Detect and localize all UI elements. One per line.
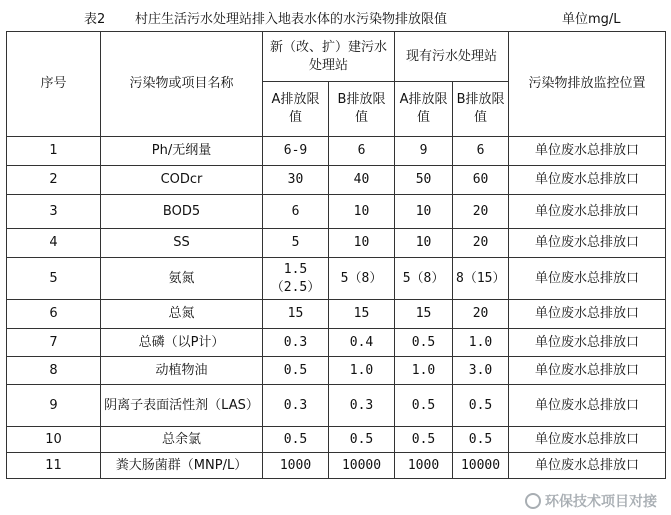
row-old-b-value: 20 xyxy=(453,229,509,258)
table-row xyxy=(7,453,666,479)
row-seq: 7 xyxy=(7,329,101,357)
row-new-a-value: 6-9 xyxy=(263,137,329,166)
row-new-b-value: 5（8） xyxy=(329,258,395,300)
row-seq: 3 xyxy=(7,195,101,229)
table-row xyxy=(7,137,666,166)
row-old-a-value: 1000 xyxy=(395,453,453,479)
row-pollutant-name: SS xyxy=(101,229,263,258)
row-old-b-value: 0.5 xyxy=(453,427,509,453)
row-seq: 2 xyxy=(7,166,101,195)
row-old-a-value: 50 xyxy=(395,166,453,195)
header-pollutant: 污染物或项目名称 xyxy=(101,32,263,137)
row-seq: 1 xyxy=(7,137,101,166)
row-monitor-location: 单位废水总排放口 xyxy=(509,453,666,479)
row-seq: 10 xyxy=(7,427,101,453)
unit-label: 单位mg/L xyxy=(562,12,621,27)
row-seq: 9 xyxy=(7,385,101,427)
row-new-a-value: 30 xyxy=(263,166,329,195)
row-old-b-value: 60 xyxy=(453,166,509,195)
header-seq: 序号 xyxy=(7,32,101,137)
row-seq: 6 xyxy=(7,300,101,329)
row-new-a-value: 15 xyxy=(263,300,329,329)
table-number: 表2 xyxy=(84,12,106,27)
row-seq: 11 xyxy=(7,453,101,479)
row-monitor-location: 单位废水总排放口 xyxy=(509,427,666,453)
row-new-b-value: 10 xyxy=(329,229,395,258)
row-old-b-value: 10000 xyxy=(453,453,509,479)
row-monitor-location: 单位废水总排放口 xyxy=(509,258,666,300)
row-monitor-location: 单位废水总排放口 xyxy=(509,329,666,357)
header-new-a-limit: A排放限值 xyxy=(263,82,329,137)
row-new-b-value: 6 xyxy=(329,137,395,166)
row-old-b-value: 3.0 xyxy=(453,357,509,385)
header-existing-station: 现有污水处理站 xyxy=(395,32,509,82)
row-pollutant-name: 总氮 xyxy=(101,300,263,329)
row-seq: 8 xyxy=(7,357,101,385)
row-seq: 5 xyxy=(7,258,101,300)
table-row xyxy=(7,357,666,385)
row-old-a-value: 0.5 xyxy=(395,427,453,453)
row-pollutant-name: 动植物油 xyxy=(101,357,263,385)
table-caption xyxy=(0,6,671,28)
table-row xyxy=(7,258,666,300)
row-new-b-value: 1.0 xyxy=(329,357,395,385)
row-new-a-value: 5 xyxy=(263,229,329,258)
row-monitor-location: 单位废水总排放口 xyxy=(509,137,666,166)
row-new-b-value: 40 xyxy=(329,166,395,195)
row-monitor-location: 单位废水总排放口 xyxy=(509,357,666,385)
row-old-a-value: 9 xyxy=(395,137,453,166)
row-monitor-location: 单位废水总排放口 xyxy=(509,166,666,195)
table-title: 村庄生活污水处理站排入地表水体的水污染物排放限值 xyxy=(135,12,448,27)
header-old-b-limit: B排放限值 xyxy=(453,82,509,137)
row-old-b-value: 6 xyxy=(453,137,509,166)
row-new-a-value: 1000 xyxy=(263,453,329,479)
row-pollutant-name: 总磷（以P计） xyxy=(101,329,263,357)
row-old-a-value: 10 xyxy=(395,195,453,229)
row-old-a-value: 0.5 xyxy=(395,385,453,427)
row-old-a-value: 5（8） xyxy=(395,258,453,300)
table-row xyxy=(7,385,666,427)
watermark xyxy=(525,491,657,511)
table-row xyxy=(7,195,666,229)
row-new-b-value: 10000 xyxy=(329,453,395,479)
row-old-b-value: 20 xyxy=(453,195,509,229)
row-pollutant-name: 总余氯 xyxy=(101,427,263,453)
row-old-a-value: 10 xyxy=(395,229,453,258)
row-monitor-location: 单位废水总排放口 xyxy=(509,195,666,229)
row-old-b-value: 0.5 xyxy=(453,385,509,427)
header-new-b-limit: B排放限值 xyxy=(329,82,395,137)
row-monitor-location: 单位废水总排放口 xyxy=(509,229,666,258)
table-row xyxy=(7,300,666,329)
row-old-b-value: 20 xyxy=(453,300,509,329)
row-new-a-value: 1.5（2.5） xyxy=(263,258,329,300)
row-new-a-value: 0.5 xyxy=(263,427,329,453)
table-body xyxy=(7,137,666,479)
row-new-a-value: 0.5 xyxy=(263,357,329,385)
row-new-a-value: 6 xyxy=(263,195,329,229)
row-new-a-value: 0.3 xyxy=(263,385,329,427)
table-row xyxy=(7,329,666,357)
row-seq: 4 xyxy=(7,229,101,258)
header-monitor-location: 污染物排放监控位置 xyxy=(509,32,666,137)
row-old-b-value: 8（15） xyxy=(453,258,509,300)
row-monitor-location: 单位废水总排放口 xyxy=(509,300,666,329)
row-pollutant-name: Ph/无纲量 xyxy=(101,137,263,166)
row-pollutant-name: BOD5 xyxy=(101,195,263,229)
row-pollutant-name: 粪大肠菌群（MNP/L） xyxy=(101,453,263,479)
row-old-b-value: 1.0 xyxy=(453,329,509,357)
row-new-b-value: 0.4 xyxy=(329,329,395,357)
table-row xyxy=(7,427,666,453)
watermark-text: 环保技术项目对接 xyxy=(545,494,657,510)
row-pollutant-name: 氨氮 xyxy=(101,258,263,300)
row-old-a-value: 0.5 xyxy=(395,329,453,357)
row-new-b-value: 10 xyxy=(329,195,395,229)
row-new-b-value: 0.3 xyxy=(329,385,395,427)
wechat-logo-icon xyxy=(525,493,541,509)
row-pollutant-name: 阴离子表面活性剂（LAS） xyxy=(101,385,263,427)
row-new-b-value: 15 xyxy=(329,300,395,329)
row-new-b-value: 0.5 xyxy=(329,427,395,453)
row-pollutant-name: CODcr xyxy=(101,166,263,195)
header-old-a-limit: A排放限值 xyxy=(395,82,453,137)
header-new-station: 新（改、扩）建污水处理站 xyxy=(263,32,395,82)
row-old-a-value: 1.0 xyxy=(395,357,453,385)
row-new-a-value: 0.3 xyxy=(263,329,329,357)
emission-limits-table xyxy=(6,31,666,479)
table-row xyxy=(7,166,666,195)
row-old-a-value: 15 xyxy=(395,300,453,329)
table-row xyxy=(7,229,666,258)
row-monitor-location: 单位废水总排放口 xyxy=(509,385,666,427)
